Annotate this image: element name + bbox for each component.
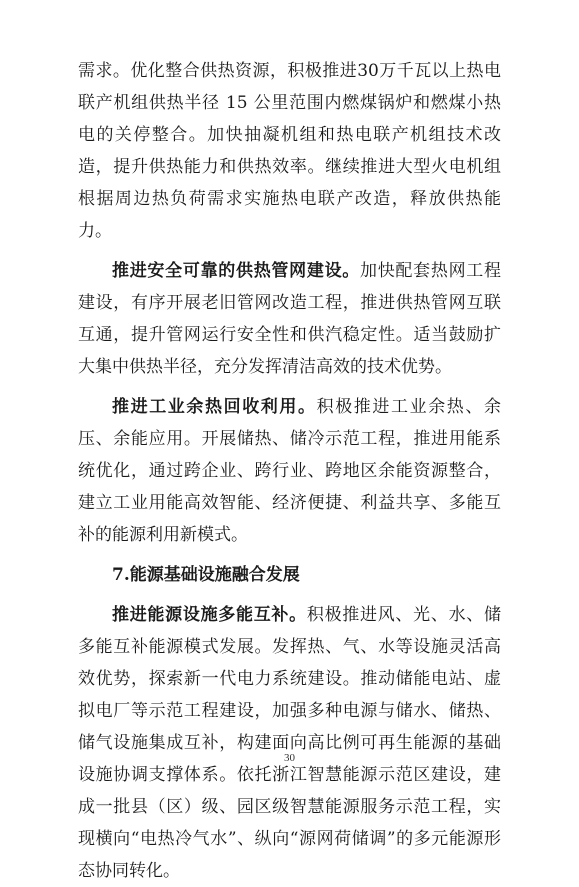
paragraph-waste-heat: [78, 391, 501, 551]
paragraph-heating-network: [78, 255, 501, 383]
paragraph-lead: 推进工业余热回收利用。: [112, 397, 317, 417]
paragraph-multi-energy: [78, 599, 501, 887]
paragraph-lead: 推进安全可靠的供热管网建设。: [112, 261, 360, 281]
paragraph-text: 积极推进工业余热、余压、余能应用。开展储热、储冷示范工程，推进用能系统优化，通过跨企业、跨行业、跨地区余能资源整合，建立工业用能高效智能、经济便捷、利益共享、多能互补的能源利用新模式。: [78, 397, 502, 545]
paragraph-continuation: [78, 55, 501, 247]
paragraph-text: 加快配套热网工程建设，有序开展老旧管网改造工程，推进供热管网互联互通，提升管网运行安全性和供汽稳定性。适当鼓励扩大集中供热半径，充分发挥清洁高效的技术优势。: [78, 261, 501, 377]
section-heading: 7.能源基础设施融合发展: [112, 565, 300, 585]
paragraph-text: 积极推进风、光、水、储多能互补能源模式发展。发挥热、气、水等设施灵活高效优势，探索新一代电力系统建设。推动储能电站、虚拟电厂等示范工程建设，加强多种电源与储水、储热、储气设施集成互补，构建面向高比例可再生能源的基础设施协调支撑体系。依托浙江智慧能源示范区建设，建成一批县（区）级、园区级智慧能源服务示范工程，实现横向“电热冷气水”、纵向“源网荷储调”的多元能源形态协同转化。: [78, 605, 502, 881]
page-number: 30: [284, 752, 295, 764]
paragraph-text: 需求。优化整合供热资源，积极推进30万千瓦以上热电联产机组供热半径 15 公里范围内燃煤锅炉和燃煤小热电的关停整合。加快抽凝机组和热电联产机组技术改造，提升供热能力和供热效率。继续推进大型火电机组根据周边热负荷需求实施热电联产改造，释放供热能力。: [78, 61, 501, 241]
paragraph-lead: 推进能源设施多能互补。: [112, 605, 307, 625]
